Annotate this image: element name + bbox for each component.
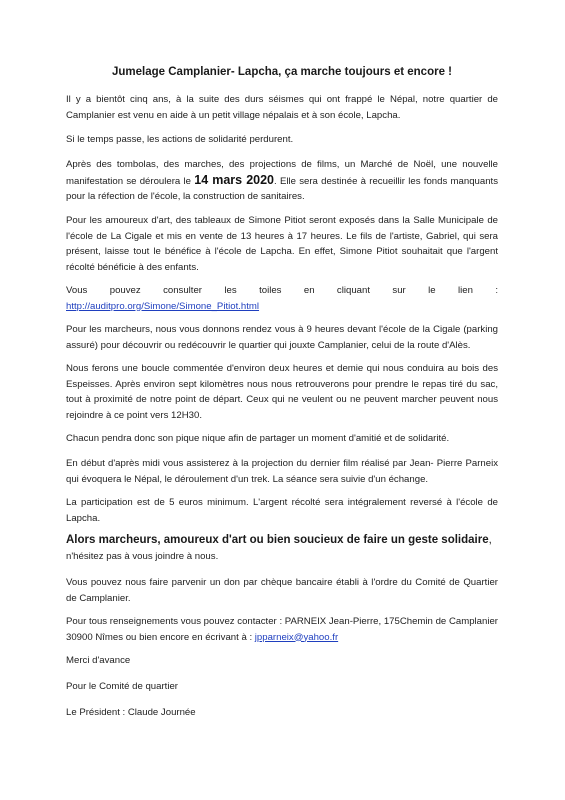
paintings-link[interactable]: http://auditpro.org/Simone/Simone_Pitiot.html xyxy=(66,300,260,312)
paragraph-solidarity: Si le temps passe, les actions de solidarité perdurent. xyxy=(66,134,294,145)
event-text-before: Après des tombolas, des marches, des projections de films, un Marché de Noël, une nouvelle manifestation se déroulera le xyxy=(66,159,498,187)
call-to-action: Alors marcheurs, amoureux d'art ou bien soucieux de faire un geste solidaire, n'hésitez pas à vous joindre à nous. xyxy=(66,534,492,562)
paragraph-intro: Il y a bientôt cinq ans, à la suite des durs séismes qui ont frappé le Népal, notre quartier de Camplanier est venu en aide à un petit village népalais et à son école, Lapcha. xyxy=(66,94,498,121)
paragraph-donation: Vous pouvez nous faire parvenir un don par chèque bancaire établi à l'ordre du Comité de Quartier de Camplanier. xyxy=(66,577,498,604)
consult-text: Vous pouvez consulter les toiles en cliquant sur le lien : xyxy=(66,285,498,296)
closing-committee: Pour le Comité de quartier xyxy=(66,681,178,692)
paragraph-film-projection: En début d'après midi vous assisterez à la projection du dernier film réalisé par Jean- Pierre Parneix qui évoquera le Népal, le déroulement d'un trek. La séance sera suivie d'un échange. xyxy=(66,458,498,485)
closing-thanks: Merci d'avance xyxy=(66,655,131,666)
call-to-action-heading: Alors marcheurs, amoureux d'art ou bien soucieux de faire un geste solidaire xyxy=(66,534,489,546)
paragraph-walk-loop: Nous ferons une boucle commentée d'environ deux heures et demie qui nous conduira au bois des Espeisses. Après environ sept kilomètres nous nous retrouverons pour prendre le repas tiré du sac, tout à proximité de notre point de départ. Ceux qui ne veulent ou ne peuvent marcher peuvent nous rejoindre à ce point vers 12H30. xyxy=(66,363,498,421)
paragraph-participation: La participation est de 5 euros minimum. L'argent récolté sera intégralement reversé à l'école de Lapcha. xyxy=(66,497,498,524)
call-to-action-text: n'hésitez pas à vous joindre à nous. xyxy=(66,550,219,562)
paragraph-contact xyxy=(66,614,498,645)
event-text-after: . Elle sera destinée à recueillir les fonds manquants pour la réfection de l'école, la construction de sanitaires. xyxy=(66,175,498,202)
contact-email-link[interactable]: jpparneix@yahoo.fr xyxy=(254,631,339,643)
paragraph-walkers-meeting: Pour les marcheurs, nous vous donnons rendez vous à 9 heures devant l'école de la Cigale (parking assuré) pour découvrir ou redécouvrir le quartier qui jouxte Camplanier, celui de la route d'Alès. xyxy=(66,324,498,351)
event-date: 14 mars 2020 xyxy=(194,172,275,187)
document-title: Jumelage Camplanier- Lapcha, ça marche toujours et encore ! xyxy=(112,66,452,78)
contact-text: Pour tous renseignements vous pouvez contacter : PARNEIX Jean-Pierre, 175Chemin de Camplanier 30900 Nîmes ou bien encore en écrivant à : xyxy=(66,616,498,643)
signature-president: Le Président : Claude Journée xyxy=(66,707,196,718)
paragraph-picnic: Chacun pendra donc son pique nique afin de partager un moment d'amitié et de solidarité. xyxy=(66,433,450,444)
paragraph-consult-link xyxy=(66,283,498,314)
paragraph-event-date xyxy=(66,157,498,205)
paragraph-art-exhibition: Pour les amoureux d'art, des tableaux de Simone Pitiot seront exposés dans la Salle Municipale de l'école de La Cigale et mis en vente de 13 heures à 17 heures. Le fils de l'artiste, Gabriel, qui sera présent, laisse tout le bénéfice à l'école de Lapcha. En effet, Simone Pitiot souhaitait que l'argent récolté bénéficie à des enfants. xyxy=(66,215,498,273)
